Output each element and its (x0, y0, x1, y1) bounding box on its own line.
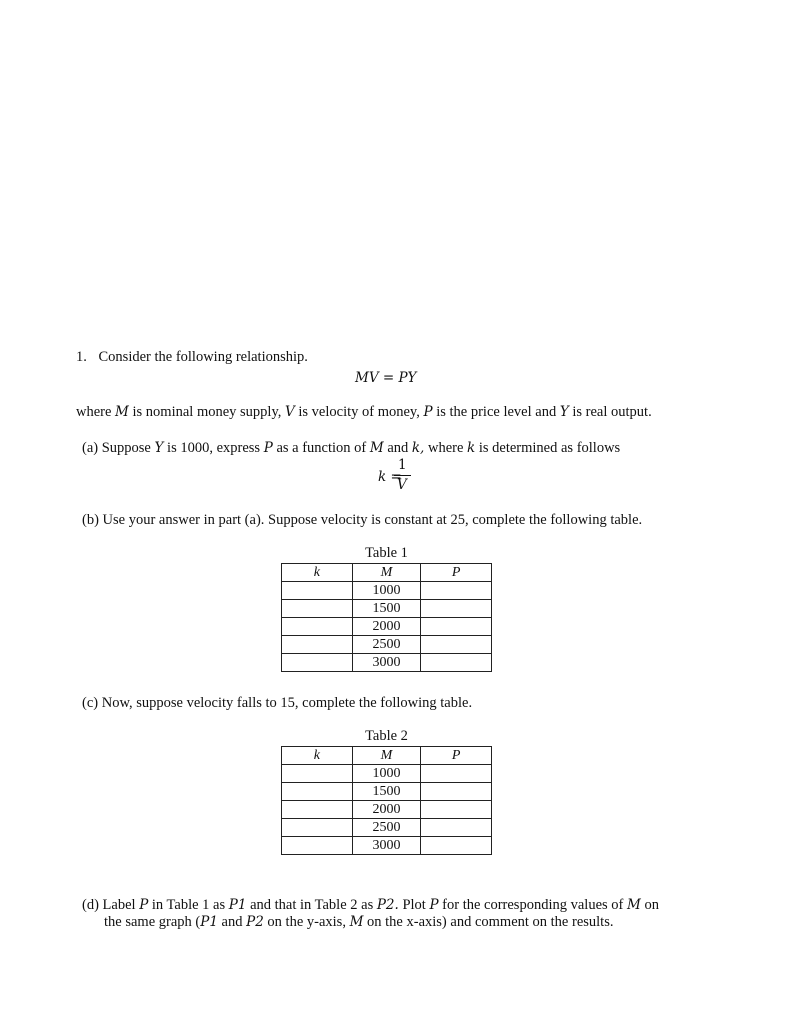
table1-cell-m: 2000 (352, 618, 421, 636)
table1-cell-k (282, 654, 353, 672)
table-row (282, 582, 492, 600)
table2-cell-k (282, 765, 353, 783)
part-b-text: (b) Use your answer in part (a). Suppose velocity is constant at 25, complete the following table. (82, 512, 643, 528)
table-row (282, 636, 492, 654)
table-row (282, 819, 492, 837)
table1-cell-p (421, 654, 492, 672)
table1 (281, 563, 492, 672)
table1-cell-p (421, 582, 492, 600)
table2-cell-m: 2500 (352, 819, 421, 837)
table-row (282, 837, 492, 855)
part-d-line1: (d) Label P in Table 1 as P1 and that in Table 2 as P2. Plot P for the corresponding values of M on (82, 897, 659, 913)
table2-cell-p (421, 819, 492, 837)
table-row (282, 618, 492, 636)
table2-caption: Table 2 (365, 728, 408, 744)
main-equation: MV = PY (355, 370, 417, 386)
table2-cell-k (282, 819, 353, 837)
fraction-bar (394, 475, 411, 476)
table2-cell-p (421, 765, 492, 783)
table1-cell-k (282, 618, 353, 636)
table-row (282, 600, 492, 618)
k-formula-numerator: 1 (398, 457, 407, 473)
table1-cell-p (421, 618, 492, 636)
table2-header-row (282, 747, 492, 765)
k-formula (378, 457, 407, 493)
table1-cell-k (282, 600, 353, 618)
question-intro: Consider the following relationship. (98, 349, 308, 365)
table2 (281, 746, 492, 855)
table1-cell-m: 1000 (352, 582, 421, 600)
part-a-text: (a) Suppose Y is 1000, express P as a function of M and k, where k is determined as follows (82, 440, 621, 456)
definitions-line: where M is nominal money supply, V is velocity of money, P is the price level and Y is real output. (76, 404, 652, 420)
table2-cell-k (282, 783, 353, 801)
table1-cell-k (282, 582, 353, 600)
table2-header-p: P (421, 747, 492, 765)
table2-cell-k (282, 801, 353, 819)
table2-cell-m: 1000 (352, 765, 421, 783)
table1-cell-p (421, 636, 492, 654)
table1-cell-m: 1500 (352, 600, 421, 618)
question-header (76, 348, 308, 366)
table2-header-m: M (352, 747, 421, 765)
table-row (282, 654, 492, 672)
table-row (282, 783, 492, 801)
table1-cell-k (282, 636, 353, 654)
table1-header-row (282, 564, 492, 582)
table1-header-p: P (421, 564, 492, 582)
table-row (282, 801, 492, 819)
table2-cell-p (421, 801, 492, 819)
table1-cell-p (421, 600, 492, 618)
k-formula-lhs: k = (378, 469, 402, 485)
table1-header-m: M (352, 564, 421, 582)
table2-header-k: k (282, 747, 353, 765)
question-number: 1. (76, 349, 87, 365)
table2-cell-p (421, 783, 492, 801)
k-formula-denominator: V (397, 477, 407, 493)
part-d-line2: the same graph (P1 and P2 on the y-axis, M on the x-axis) and comment on the results. (104, 914, 614, 930)
table1-header-k: k (282, 564, 353, 582)
table1-cell-m: 3000 (352, 654, 421, 672)
table2-cell-m: 2000 (352, 801, 421, 819)
table-row (282, 765, 492, 783)
table2-cell-k (282, 837, 353, 855)
table1-cell-m: 2500 (352, 636, 421, 654)
table1-caption: Table 1 (365, 545, 408, 561)
part-c-text: (c) Now, suppose velocity falls to 15, complete the following table. (82, 695, 473, 711)
table2-cell-p (421, 837, 492, 855)
table2-cell-m: 1500 (352, 783, 421, 801)
table2-cell-m: 3000 (352, 837, 421, 855)
